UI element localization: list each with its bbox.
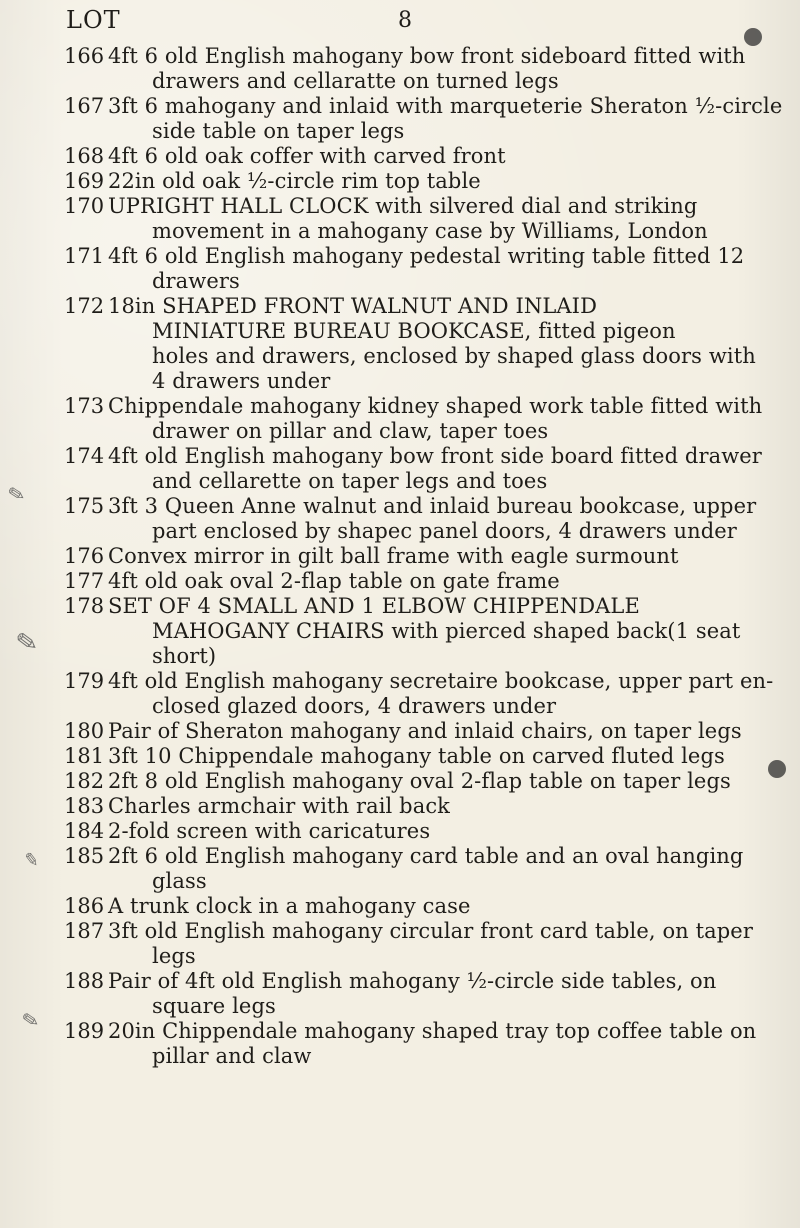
description-line: movement in a mahogany case by Williams, London	[152, 219, 708, 243]
page-header	[0, 6, 800, 46]
lot-entry-180	[0, 719, 800, 744]
lot-description	[108, 794, 720, 819]
description-line: 2-fold screen with caricatures	[108, 819, 431, 843]
lot-description	[108, 244, 745, 294]
lot-description	[108, 769, 731, 794]
description-line: drawers and cellaratte on turned legs	[152, 69, 559, 93]
lot-description	[108, 919, 753, 969]
ink-dot-icon	[744, 28, 762, 46]
description-line: 3ft 3 Queen Anne walnut and inlaid bureau bookcase, upper	[108, 494, 757, 518]
description-line: 4ft old oak oval 2-flap table on gate frame	[108, 569, 560, 593]
lot-number: 181	[64, 744, 105, 768]
lot-description	[108, 444, 762, 494]
description-line: side table on taper legs	[152, 119, 405, 143]
lot-number: 171	[64, 244, 105, 268]
description-line: UPRIGHT HALL CLOCK with silvered dial and striking	[108, 194, 698, 218]
lot-entry-189	[0, 1019, 800, 1069]
lot-number: 175	[64, 494, 105, 518]
description-line: part enclosed by shapec panel doors, 4 drawers under	[152, 519, 737, 543]
lot-entry-174	[0, 444, 800, 494]
lot-entry-185	[0, 844, 800, 894]
description-line: SET OF 4 SMALL AND 1 ELBOW CHIPPENDALE	[108, 594, 640, 618]
ink-dot-icon	[768, 760, 786, 778]
lot-description	[108, 719, 742, 744]
description-line: holes and drawers, enclosed by shaped glass doors with	[152, 344, 756, 368]
lot-entry-184	[0, 819, 800, 844]
lot-number: 186	[64, 894, 105, 918]
lot-entry-167	[0, 94, 800, 144]
description-line: 4ft 6 old English mahogany bow front sideboard fitted with	[108, 44, 746, 68]
lot-description	[108, 969, 720, 1019]
handwritten-mark-icon: ✎	[5, 480, 28, 508]
description-line: Pair of 4ft old English mahogany ½-circle side tables, on	[108, 969, 717, 993]
description-line: Charles armchair with rail back	[108, 794, 451, 818]
lot-description	[108, 844, 744, 894]
lot-number: 176	[64, 544, 105, 568]
lot-entry-173	[0, 394, 800, 444]
description-line: and cellarette on taper legs and toes	[152, 469, 548, 493]
description-line: square legs	[152, 994, 276, 1018]
description-line: 20in Chippendale mahogany shaped tray top coffee table on	[108, 1019, 757, 1043]
lot-number: 174	[64, 444, 105, 468]
lot-number: 178	[64, 594, 105, 618]
lot-number: 187	[64, 919, 105, 943]
lot-entry-188	[0, 969, 800, 1019]
lot-entry-168	[0, 144, 800, 169]
page-number: 8	[398, 8, 412, 33]
lot-description	[108, 44, 746, 94]
lot-number: 172	[64, 294, 105, 318]
lot-description	[108, 144, 720, 169]
lot-entry-182	[0, 769, 800, 794]
lot-number: 179	[64, 669, 105, 693]
description-line: drawers	[152, 269, 240, 293]
description-line: 4ft 6 old English mahogany pedestal writing table fitted 12	[108, 244, 745, 268]
description-line: closed glazed doors, 4 drawers under	[152, 694, 557, 718]
lot-number: 168	[64, 144, 105, 168]
lot-entry-179	[0, 669, 800, 719]
lot-number: 180	[64, 719, 105, 743]
handwritten-mark-icon: ✎	[14, 626, 40, 660]
lot-column-header: LOT	[66, 6, 121, 34]
description-line: 4ft old English mahogany secretaire bookcase, upper part en-	[108, 669, 774, 693]
lot-entry-166	[0, 44, 800, 94]
description-line: Chippendale mahogany kidney shaped work table fitted with	[108, 394, 763, 418]
lot-entry-169	[0, 169, 800, 194]
lot-entry-171	[0, 244, 800, 294]
description-line: 3ft 10 Chippendale mahogany table on carved fluted legs	[108, 744, 725, 768]
lot-number: 184	[64, 819, 105, 843]
lot-entry-175	[0, 494, 800, 544]
lot-description	[108, 294, 756, 394]
lot-number: 167	[64, 94, 105, 118]
description-line: 2ft 6 old English mahogany card table and an oval hanging	[108, 844, 744, 868]
description-line: A trunk clock in a mahogany case	[108, 894, 471, 918]
description-line: Convex mirror in gilt ball frame with eagle surmount	[108, 544, 679, 568]
lot-entry-181	[0, 744, 800, 769]
description-line: drawer on pillar and claw, taper toes	[152, 419, 549, 443]
auction-lot-list	[0, 44, 800, 1069]
description-line: Pair of Sheraton mahogany and inlaid chairs, on taper legs	[108, 719, 742, 743]
lot-description	[108, 194, 720, 244]
description-line: 4ft 6 old oak coffer with carved front	[108, 144, 506, 168]
lot-number: 170	[64, 194, 105, 218]
lot-entry-177	[0, 569, 800, 594]
lot-entry-176	[0, 544, 800, 569]
lot-description	[108, 494, 757, 544]
lot-number: 169	[64, 169, 105, 193]
lot-entry-178	[0, 594, 800, 669]
description-line: 3ft 6 mahogany and inlaid with marqueterie Sheraton ½-circle	[108, 94, 783, 118]
description-line: 18in SHAPED FRONT WALNUT AND INLAID	[108, 294, 598, 318]
lot-description	[108, 744, 725, 769]
description-line: MINIATURE BUREAU BOOKCASE, fitted pigeon	[152, 319, 676, 343]
lot-entry-183	[0, 794, 800, 819]
lot-number: 182	[64, 769, 105, 793]
description-line: pillar and claw	[152, 1044, 312, 1068]
lot-description	[108, 169, 720, 194]
lot-number: 185	[64, 844, 105, 868]
lot-description	[108, 894, 720, 919]
description-line: 2ft 8 old English mahogany oval 2-flap table on taper legs	[108, 769, 731, 793]
lot-number: 166	[64, 44, 105, 68]
lot-description	[108, 544, 720, 569]
description-line: short)	[152, 644, 217, 668]
description-line: 4ft old English mahogany bow front side board fitted drawer	[108, 444, 762, 468]
lot-entry-187	[0, 919, 800, 969]
lot-description	[108, 94, 783, 144]
lot-number: 183	[64, 794, 105, 818]
lot-entry-186	[0, 894, 800, 919]
description-line: MAHOGANY CHAIRS with pierced shaped back(1 seat	[152, 619, 741, 643]
handwritten-mark-icon: ✎	[22, 849, 41, 872]
lot-description	[108, 569, 720, 594]
description-line: glass	[152, 869, 207, 893]
handwritten-mark-icon: ✎	[20, 1006, 41, 1034]
lot-number: 189	[64, 1019, 105, 1043]
lot-number: 188	[64, 969, 105, 993]
lot-description	[108, 594, 741, 669]
lot-entry-170	[0, 194, 800, 244]
description-line: legs	[152, 944, 196, 968]
lot-description	[108, 1019, 757, 1069]
lot-entry-172	[0, 294, 800, 394]
description-line: 22in old oak ½-circle rim top table	[108, 169, 481, 193]
description-line: 3ft old English mahogany circular front card table, on taper	[108, 919, 753, 943]
lot-description	[108, 394, 763, 444]
description-line: 4 drawers under	[152, 369, 331, 393]
lot-number: 173	[64, 394, 105, 418]
lot-number: 177	[64, 569, 105, 593]
lot-description	[108, 819, 720, 844]
lot-description	[108, 669, 774, 719]
